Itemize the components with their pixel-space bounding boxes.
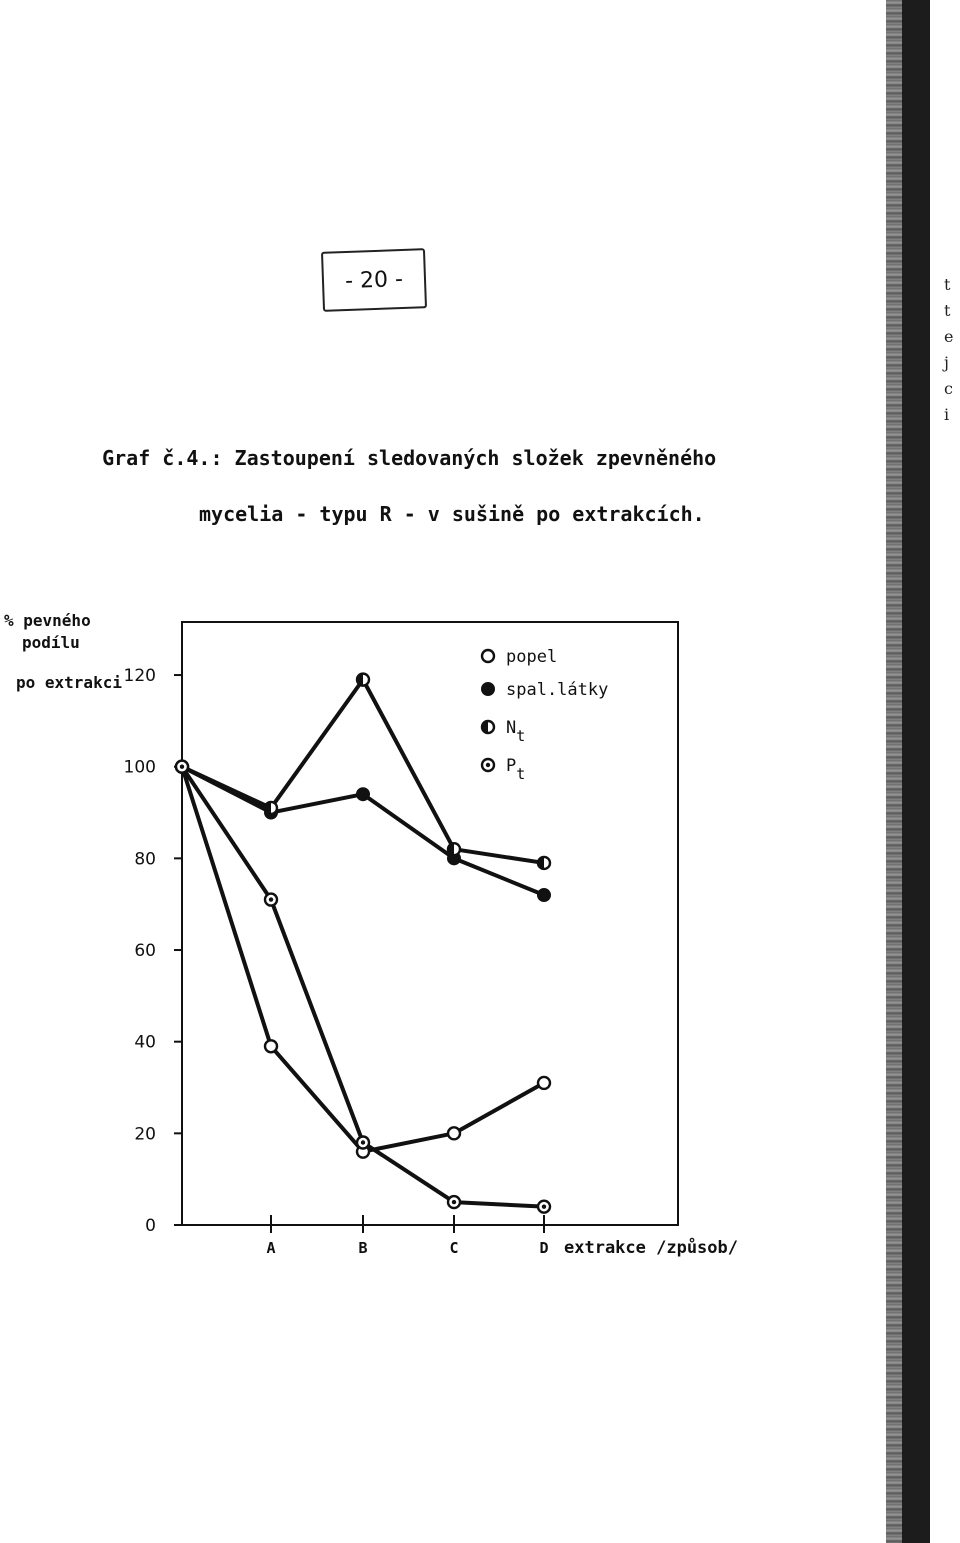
y-tick-label: 40 <box>134 1032 156 1053</box>
data-point-s3-p3-center <box>452 1200 456 1204</box>
y-tick-label: 120 <box>123 666 156 687</box>
data-point-s0-p4 <box>538 1077 550 1089</box>
page-number: - 20 - <box>321 248 427 312</box>
data-point-s3-p1-center <box>269 897 273 901</box>
legend-marker-3-center <box>486 763 490 767</box>
series-markers <box>176 674 550 1213</box>
y-axis-label-line-2: podílu <box>22 633 80 652</box>
data-point-s1-p2 <box>357 788 369 800</box>
x-axis-label: extrakce /způsob/ <box>564 1238 738 1258</box>
y-axis-label-line-1: % pevného <box>4 611 91 630</box>
y-tick-label: 0 <box>145 1216 156 1236</box>
x-tick-label: B <box>358 1239 368 1257</box>
x-tick-label: D <box>539 1239 549 1257</box>
series-line-0 <box>182 767 544 1152</box>
legend-subscript-3: t <box>516 765 526 783</box>
legend <box>482 647 608 783</box>
y-tick-label: 100 <box>123 757 156 778</box>
data-point-s0-p1 <box>265 1040 277 1052</box>
legend-label-3: Pt <box>506 756 526 783</box>
legend-label-1: spal.látky <box>506 680 609 700</box>
data-point-s3-p0-center <box>180 765 184 769</box>
data-point-s0-p3 <box>448 1127 460 1139</box>
x-axis-ticks <box>266 1215 738 1258</box>
legend-subscript-2: t <box>516 727 526 745</box>
y-tick-label: 80 <box>134 849 156 870</box>
legend-marker-0 <box>482 650 494 662</box>
legend-label-0: popel <box>506 647 558 667</box>
y-axis-ticks <box>124 666 182 1236</box>
plot-frame <box>182 622 678 1225</box>
data-point-s3-p4-center <box>542 1204 546 1208</box>
x-tick-label: C <box>449 1239 459 1257</box>
y-tick-label: 60 <box>134 941 156 962</box>
y-tick-label: 20 <box>134 1124 156 1145</box>
caption-line-1: Graf č.4.: Zastoupení sledovaných složek zpevněného <box>102 446 717 470</box>
edge-letters: t t e j c i <box>944 275 954 424</box>
legend-label-2: Nt <box>506 718 526 745</box>
series-line-1 <box>182 767 544 895</box>
data-point-s3-p2-center <box>361 1140 365 1144</box>
plot-border <box>182 622 678 1225</box>
x-tick-label: A <box>266 1239 276 1257</box>
data-point-s1-p4 <box>538 889 550 901</box>
y-axis-label-line-3: po extrakci <box>16 673 122 692</box>
legend-marker-1 <box>482 683 494 695</box>
caption-line-2: mycelia - typu R - v sušině po extrakcích. <box>199 502 705 526</box>
